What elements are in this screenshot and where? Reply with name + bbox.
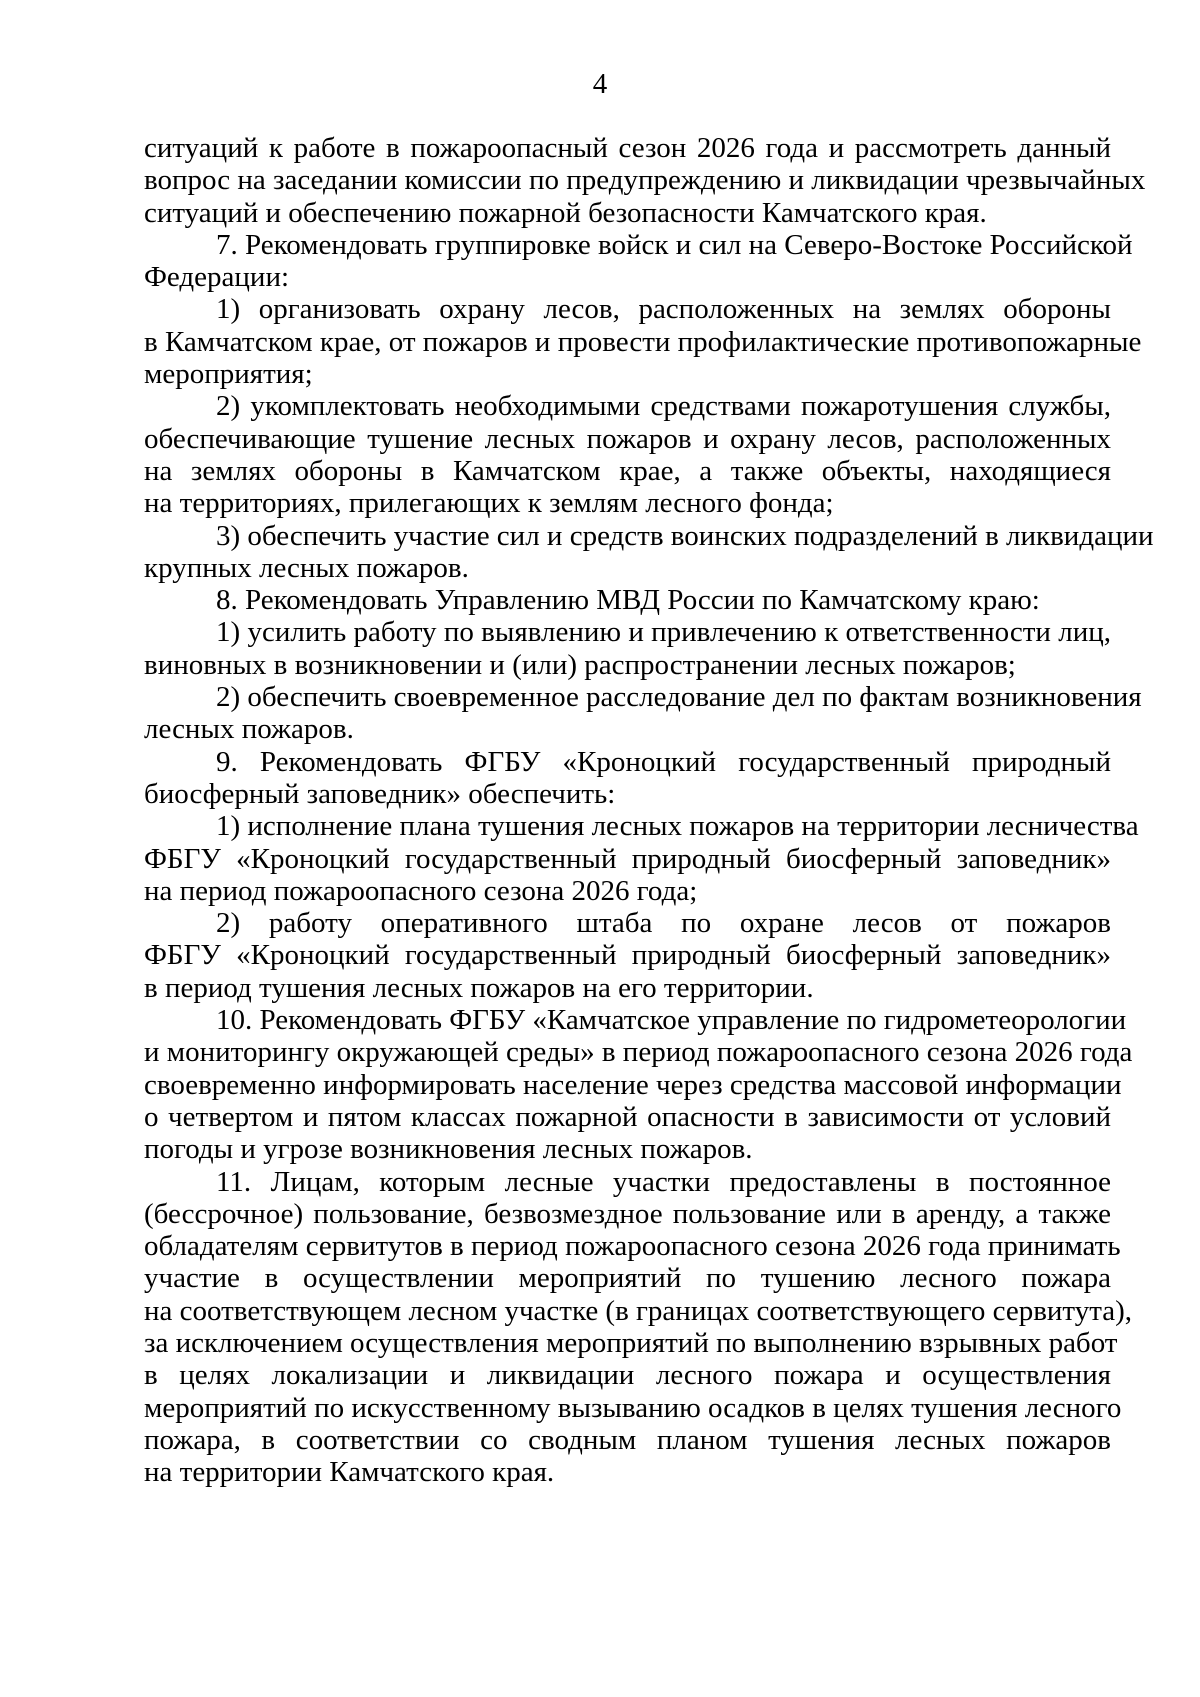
text-line: мероприятий по искусственному вызыванию осадков в целях тушения лесного <box>144 1391 1122 1424</box>
text-line: в целях локализации и ликвидации лесного пожара и осуществления <box>144 1359 1111 1392</box>
text-line: на территории Камчатского края. <box>144 1456 555 1489</box>
text-line: за исключением осуществления мероприятий по выполнению взрывных работ <box>144 1326 1118 1359</box>
text-line: ФБГУ «Кроноцкий государственный природный биосферный заповедник» <box>144 939 1111 972</box>
text-line: Федерации: <box>144 261 290 294</box>
text-line: о четвертом и пятом классах пожарной опасности в зависимости от условий <box>144 1100 1111 1133</box>
text-line: 8. Рекомендовать Управлению МВД России по Камчатскому краю: <box>216 584 1040 617</box>
text-line: биосферный заповедник» обеспечить: <box>144 777 616 810</box>
paragraph <box>144 132 1146 229</box>
paragraph <box>144 1004 1133 1166</box>
text-line: участие в осуществлении мероприятий по тушению лесного пожара <box>144 1262 1111 1295</box>
text-line: на землях обороны в Камчатском крае, а также объекты, находящиеся <box>144 454 1111 487</box>
paragraph <box>144 293 1142 391</box>
text-line: лесных пожаров. <box>144 713 354 746</box>
text-line: 1) усилить работу по выявлению и привлечению к ответственности лиц, <box>216 616 1111 649</box>
paragraph <box>144 1165 1133 1489</box>
paragraph <box>144 228 1133 294</box>
text-line: 9. Рекомендовать ФГБУ «Кроноцкий государственный природный <box>216 745 1111 778</box>
text-line: 1) организовать охрану лесов, расположенных на землях обороны <box>216 293 1111 326</box>
text-line: 7. Рекомендовать группировке войск и сил на Северо-Востоке Российской <box>216 228 1133 261</box>
paragraph <box>144 519 1154 585</box>
text-line: 2) обеспечить своевременное расследование дел по фактам возникновения <box>216 681 1142 714</box>
text-line: крупных лесных пожаров. <box>144 551 469 584</box>
text-line: виновных в возникновении и (или) распространении лесных пожаров; <box>144 648 1016 681</box>
page-number: 4 <box>592 68 608 100</box>
text-line: 2) укомплектовать необходимыми средствами пожаротушения службы, <box>216 390 1111 423</box>
paragraph <box>144 907 1111 1004</box>
text-line: вопрос на заседании комиссии по предупреждению и ликвидации чрезвычайных <box>144 164 1146 197</box>
document-body <box>144 132 1154 1489</box>
text-line: пожара, в соответствии со сводным планом тушения лесных пожаров <box>144 1423 1111 1456</box>
text-line: (бессрочное) пользование, безвозмездное пользование или в аренду, а также <box>144 1197 1111 1230</box>
text-line: ситуаций и обеспечению пожарной безопасности Камчатского края. <box>144 196 987 229</box>
text-line: своевременно информировать население через средства массовой информации <box>144 1068 1122 1101</box>
text-line: мероприятия; <box>144 358 313 391</box>
paragraph <box>144 681 1142 746</box>
text-line: в Камчатском крае, от пожаров и провести профилактические противопожарные <box>144 325 1142 358</box>
text-line: ФБГУ «Кроноцкий государственный природный биосферный заповедник» <box>144 842 1111 875</box>
text-line: 11. Лицам, которым лесные участки предоставлены в постоянное <box>216 1165 1111 1198</box>
text-line: в период тушения лесных пожаров на его территории. <box>144 971 814 1004</box>
paragraph <box>144 810 1139 907</box>
text-line: 2) работу оперативного штаба по охране лесов от пожаров <box>216 907 1111 940</box>
text-line: на период пожароопасного сезона 2026 года; <box>144 874 698 907</box>
text-line: 1) исполнение плана тушения лесных пожаров на территории лесничества <box>216 810 1139 843</box>
paragraph <box>144 584 1111 616</box>
paragraph <box>144 390 1111 519</box>
text-line: на соответствующем лесном участке (в границах соответствующего сервитута), <box>144 1294 1133 1327</box>
text-line: 3) обеспечить участие сил и средств воинских подразделений в ликвидации <box>216 519 1154 552</box>
text-line: ситуаций к работе в пожароопасный сезон 2026 года и рассмотреть данный <box>144 132 1111 164</box>
text-line: погоды и угрозе возникновения лесных пожаров. <box>144 1133 753 1166</box>
text-line: на территориях, прилегающих к землям лесного фонда; <box>144 487 834 520</box>
paragraph <box>144 616 1111 681</box>
text-line: 10. Рекомендовать ФГБУ «Камчатское управление по гидрометеорологии <box>216 1004 1127 1037</box>
text-line: обладателям сервитутов в период пожароопасного сезона 2026 года принимать <box>144 1230 1121 1263</box>
text-line: обеспечивающие тушение лесных пожаров и охрану лесов, расположенных <box>144 422 1111 455</box>
paragraph <box>144 746 1111 811</box>
text-line: и мониторингу окружающей среды» в период пожароопасного сезона 2026 года <box>144 1036 1133 1069</box>
